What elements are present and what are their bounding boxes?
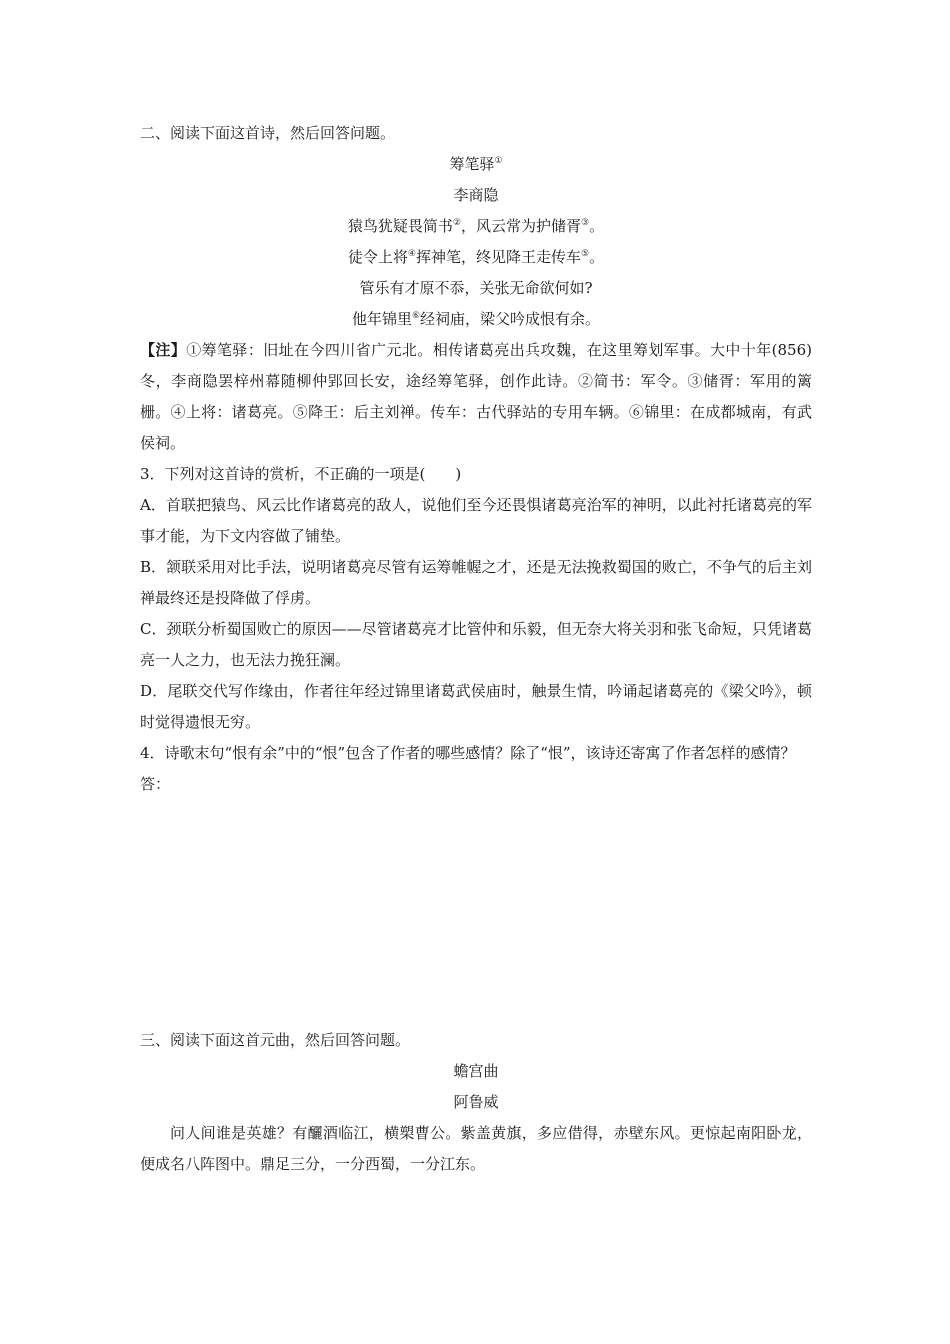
footnote-marker: ① [494, 156, 503, 166]
poem-line-4 [140, 304, 812, 335]
footnote-marker: ⑤ [581, 249, 590, 259]
annotation [140, 335, 812, 459]
option-b: B．颔联采用对比手法，说明诸葛亮尽管有运筹帷幄之才，还是无法挽救蜀国的败亡，不争气的后主刘禅最终还是投降做了俘虏。 [140, 558, 812, 607]
poem-title [140, 149, 812, 180]
option-d: D．尾联交代写作缘由，作者往年经过锦里诸葛武侯庙时，触景生情，吟诵起诸葛亮的《梁父吟》，顿时觉得遗恨无穷。 [140, 682, 812, 731]
annotation-text: ①筹笔驿：旧址在今四川省广元北。相传诸葛亮出兵攻魏，在这里筹划军事。大中十年(856)冬，李商隐罢梓州幕随柳仲郢回长安，途经筹笔驿，创作此诗。②简书：军令。③储胥：军用的篱栅。④上将：诸葛亮。⑤降王：后主刘禅。传车：古代驿站的专用车辆。⑥锦里：在成都城南，有武侯祠。 [140, 341, 812, 452]
poem-text: 挥神笔，终见降王走传车 [415, 248, 581, 266]
qu-body: 问人间谁是英雄？有釃酒临江，横槊曹公。紫盖黄旗，多应借得，赤壁东风。更惊起南阳卧龙，便成名八阵图中。鼎足三分，一分西蜀，一分江东。 [140, 1124, 812, 1173]
poem-text: 徒令上将 [347, 248, 408, 266]
question-4: 4．诗歌末句“恨有余”中的“恨”包含了作者的哪些感情？除了“恨”，该诗还寄寓了作者怎样的感情？ [140, 744, 796, 762]
poem-text: 。 [589, 217, 605, 235]
document-page [140, 118, 812, 1180]
section3-heading: 三、阅读下面这首元曲，然后回答问题。 [140, 1031, 411, 1049]
poem-author: 李商隐 [453, 186, 499, 204]
poem-text: ，风云常为护储胥 [460, 217, 581, 235]
question-3: 3．下列对这首诗的赏析，不正确的一项是( ) [140, 465, 462, 483]
footnote-marker: ② [452, 218, 461, 228]
qu-author: 阿鲁威 [453, 1093, 499, 1111]
poem-text: 猿鸟犹疑畏简书 [347, 217, 453, 235]
poem-line-1 [140, 211, 812, 242]
annotation-label: 【注】 [140, 341, 187, 359]
qu-title: 蟾宫曲 [453, 1062, 499, 1080]
footnote-marker: ④ [407, 249, 416, 259]
footnote-marker: ③ [581, 218, 590, 228]
poem-text: 他年锦里 [351, 310, 412, 328]
poem-title-text: 筹笔驿 [449, 155, 495, 173]
section2-heading: 二、阅读下面这首诗，然后回答问题。 [140, 124, 396, 142]
answer-label: 答： [140, 775, 171, 793]
answer-space[interactable] [140, 800, 812, 1025]
poem-line-3: 管乐有才原不忝，关张无命欲何如? [359, 279, 593, 297]
option-c: C．颈联分析蜀国败亡的原因——尽管诸葛亮才比管仲和乐毅，但无奈大将关羽和张飞命短，只凭诸葛亮一人之力，也无法力挽狂澜。 [140, 620, 812, 669]
option-a: A．首联把猿鸟、风云比作诸葛亮的敌人，说他们至今还畏惧诸葛亮治军的神明，以此衬托诸葛亮的军事才能，为下文内容做了铺垫。 [140, 496, 812, 545]
poem-text: 。 [589, 248, 605, 266]
footnote-marker: ⑥ [411, 311, 421, 321]
poem-line-2 [140, 242, 812, 273]
poem-text: 经祠庙，梁父吟成恨有余。 [420, 310, 601, 328]
